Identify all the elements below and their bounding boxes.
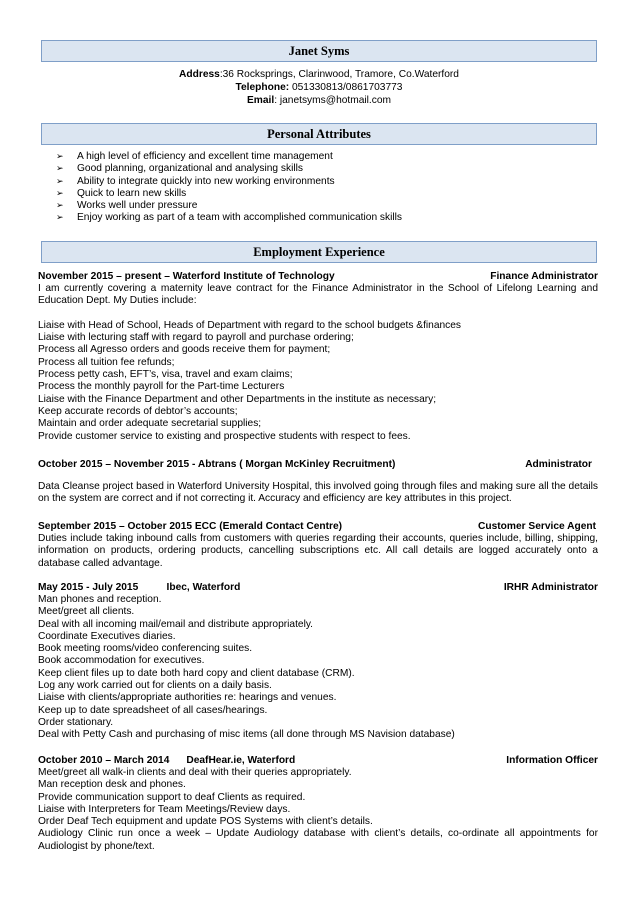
job-entry: [38, 270, 598, 443]
arrow-bullet-icon: ➢: [56, 201, 64, 212]
address-line: [0, 68, 638, 81]
address-label: Address: [179, 69, 220, 80]
arrow-bullet-icon: ➢: [56, 188, 64, 199]
duty-line: Liaise with Interpreters for Team Meetings/Review days.: [38, 803, 291, 815]
job-entry: [38, 581, 598, 742]
arrow-bullet-icon: ➢: [56, 152, 64, 162]
duty-line: Process all Agresso orders and goods receive them for payment;: [38, 344, 331, 356]
telephone-label: Telephone:: [235, 82, 290, 93]
job-heading-row: [38, 270, 598, 283]
arrow-bullet-icon: ➢: [56, 213, 64, 224]
job-title: Customer Service Agent: [478, 521, 596, 532]
duty-line: Meet/greet all clients.: [38, 606, 135, 618]
list-item: ➢ Quick to learn new skills: [56, 187, 187, 199]
attributes-heading: Personal Attributes: [267, 127, 371, 141]
duty-line: Process petty cash, EFT’s, visa, travel and exam claims;: [38, 369, 293, 381]
job-heading: November 2015 – present – Waterford Institute of Technology: [38, 271, 335, 282]
employment-banner: [41, 241, 597, 263]
duty-line: Keep up to date spreadsheet of all cases/hearings.: [38, 704, 268, 716]
job-title: IRHR Administrator: [503, 582, 598, 593]
duty-line: Keep client files up to date both hard copy and client database (CRM).: [38, 667, 355, 679]
job-heading-row: [38, 754, 598, 767]
telephone-value: 051330813/0861703773: [289, 82, 403, 93]
name-banner: [41, 40, 597, 62]
duty-line: Book meeting rooms/video conferencing suites.: [38, 643, 253, 655]
duty-line: Provide customer service to existing and prospective students with respect to fees.: [38, 430, 411, 442]
job-entry: [38, 458, 598, 506]
duty-line: Order Deaf Tech equipment and update POS Systems with client’s details.: [38, 816, 373, 828]
job-entry: [38, 520, 598, 570]
list-item: ➢ A high level of efficiency and excellent time management: [56, 151, 333, 162]
list-item: ➢ Good planning, organizational and analysing skills: [56, 163, 303, 175]
job-intro: Data Cleanse project based in Waterford University Hospital, this involved going through files and making sure all the details on the system are correct and if not correcting it. Accuracy and efficiency are key attributes in this project.: [38, 481, 598, 505]
attributes-banner: [41, 123, 597, 145]
email-line: [0, 94, 638, 107]
list-item: ➢ Works well under pressure: [56, 200, 198, 212]
duty-line: Process all tuition fee refunds;: [38, 356, 175, 368]
duty-line: Maintain and order adequate secretarial supplies;: [38, 418, 262, 430]
list-item: ➢ Ability to integrate quickly into new working environments: [56, 175, 335, 187]
duty-line: Meet/greet all walk-in clients and deal with their queries appropriately.: [38, 767, 352, 778]
duty-line: Coordinate Executives diaries.: [38, 630, 176, 642]
job-final-duty: Audiology Clinic run once a week – Update Audiology database with client’s details, co-ordinate all appointments for Audiologist by phone/text.: [38, 828, 598, 852]
job-heading: May 2015 - July 2015 Ibec, Waterford: [38, 582, 241, 593]
job-intro: Duties include taking inbound calls from customers with queries regarding their accounts, queries include, billing, shipping, information on products, ordering products, cancelling subscriptions etc. All call details are logged accurately onto a database called advantage.: [38, 533, 598, 569]
job-title: Administrator: [525, 459, 592, 470]
arrow-bullet-icon: ➢: [56, 164, 64, 175]
list-item: ➢ Enjoy working as part of a team with accomplished communication skills: [56, 212, 403, 224]
contact-block: [0, 68, 638, 107]
job-intro: I am currently covering a maternity leave contract for the Finance Administrator in the School of Lifelong Learning and Education Dept. My Duties include:: [38, 283, 598, 307]
job-title: Information Officer: [506, 755, 598, 766]
job-heading-row: [38, 458, 598, 471]
duty-line: Process the monthly payroll for the Part-time Lecturers: [38, 381, 285, 393]
telephone-line: [0, 81, 638, 94]
job-heading: October 2015 – November 2015 - Abtrans ( Morgan McKinley Recruitment): [38, 459, 396, 470]
email-label: Email: [247, 95, 275, 106]
job-heading-row: [38, 520, 598, 533]
duty-line: Liaise with Head of School, Heads of Department with regard to the school budgets &finances: [38, 319, 462, 331]
email-value: : janetsyms@hotmail.com: [274, 95, 391, 106]
attributes-list: [56, 151, 402, 225]
duty-line: Order stationary.: [38, 716, 114, 728]
arrow-bullet-icon: ➢: [56, 176, 64, 187]
duty-line: Provide communication support to deaf Clients as required.: [38, 791, 306, 803]
duty-line: Man phones and reception.: [38, 594, 162, 605]
employment-heading: Employment Experience: [253, 245, 385, 259]
duty-line: Liaise with lecturing staff with regard to payroll and purchase ordering;: [38, 332, 354, 344]
job-title: Finance Administrator: [490, 271, 598, 282]
duty-line: Deal with Petty Cash and purchasing of misc items (all done through MS Navision database): [38, 729, 455, 741]
duty-line: Liaise with clients/appropriate authorities re: hearings and venues.: [38, 692, 337, 704]
duty-line: Man reception desk and phones.: [38, 779, 186, 791]
job-heading: October 2010 – March 2014 DeafHear.ie, Waterford: [38, 755, 296, 766]
duty-line: Liaise with the Finance Department and other Departments in the institute as necessary;: [38, 393, 437, 405]
duty-line: Log any work carried out for clients on a daily basis.: [38, 680, 272, 692]
job-heading: September 2015 – October 2015 ECC (Emerald Contact Centre): [38, 521, 343, 532]
duty-line: Keep accurate records of debtor’s accounts;: [38, 405, 238, 417]
job-entry: [38, 754, 598, 853]
job-heading-row: [38, 581, 598, 594]
duty-line: Deal with all incoming mail/email and distribute appropriately.: [38, 618, 314, 630]
candidate-name: Janet Syms: [288, 44, 350, 58]
address-value: :36 Rocksprings, Clarinwood, Tramore, Co.Waterford: [219, 69, 459, 80]
duty-line: Book accommodation for executives.: [38, 655, 205, 667]
